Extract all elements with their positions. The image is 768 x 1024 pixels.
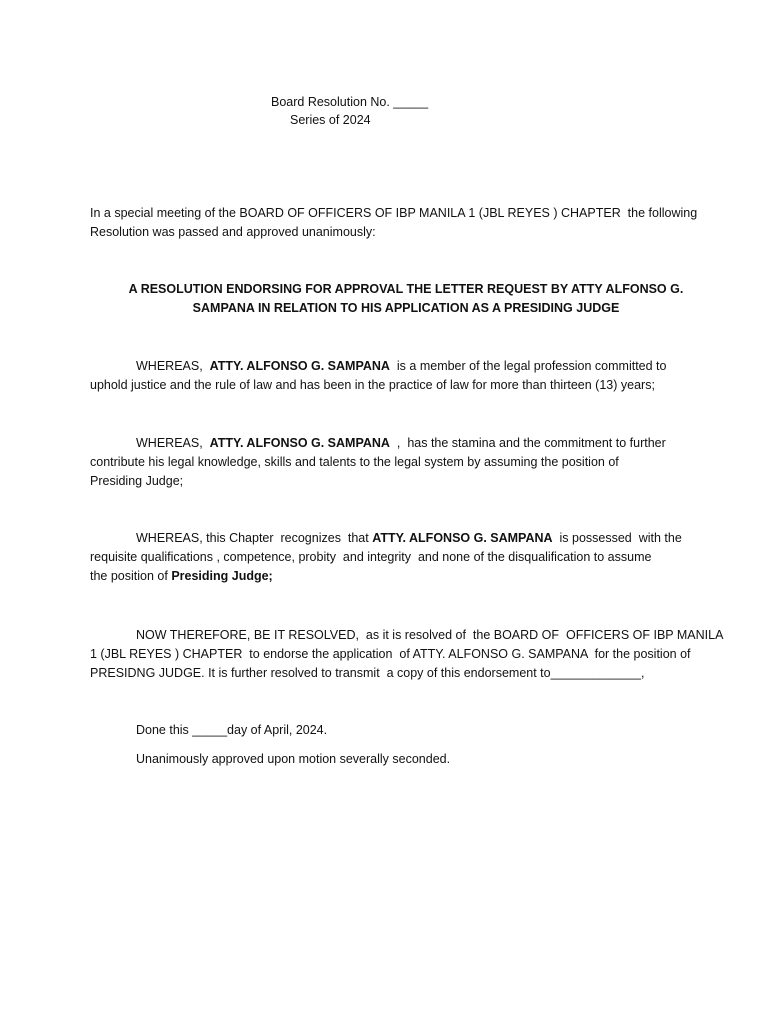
resolved-line-3: PRESIDNG JUDGE. It is further resolved to transmit a copy of this endorsement to_____________, bbox=[90, 666, 645, 680]
whereas-1-line-1 bbox=[136, 357, 666, 376]
whereas-2-name: ATTY. ALFONSO G. SAMPANA bbox=[209, 436, 390, 450]
resolution-series: Series of 2024 bbox=[290, 113, 371, 127]
whereas-2-line-2: contribute his legal knowledge, skills and talents to the legal system by assuming the position of bbox=[90, 455, 619, 469]
whereas-3-rest: is possessed with the bbox=[552, 531, 682, 545]
whereas-1-line-2: uphold justice and the rule of law and has been in the practice of law for more than thirteen (13) years; bbox=[90, 378, 655, 392]
whereas-2-prefix: WHEREAS, bbox=[136, 436, 210, 450]
resolution-title-line-1: A RESOLUTION ENDORSING FOR APPROVAL THE LETTER REQUEST BY ATTY ALFONSO G. bbox=[128, 282, 684, 296]
whereas-1-prefix: WHEREAS, bbox=[136, 359, 210, 373]
resolved-line-2: 1 (JBL REYES ) CHAPTER to endorse the application of ATTY. ALFONSO G. SAMPANA for the position of bbox=[90, 647, 691, 661]
resolution-title-line-2: SAMPANA IN RELATION TO HIS APPLICATION AS A PRESIDING JUDGE bbox=[192, 301, 620, 315]
resolution-number: Board Resolution No. _____ bbox=[271, 95, 429, 109]
whereas-2-line-1 bbox=[136, 434, 666, 453]
done-this-date: Done this _____day of April, 2024. bbox=[136, 723, 328, 737]
whereas-2-rest: , has the stamina and the commitment to further bbox=[389, 436, 666, 450]
whereas-2-line-3: Presiding Judge; bbox=[90, 474, 184, 488]
whereas-3-name: ATTY. ALFONSO G. SAMPANA bbox=[372, 531, 553, 545]
intro-line-1: In a special meeting of the BOARD OF OFFICERS OF IBP MANILA 1 (JBL REYES ) CHAPTER the following bbox=[90, 206, 698, 220]
whereas-3-line-2: requisite qualifications , competence, probity and integrity and none of the disqualification to assume bbox=[90, 550, 652, 564]
whereas-1-rest: is a member of the legal profession committed to bbox=[389, 359, 667, 373]
whereas-3-line-3-prefix: the position of bbox=[90, 569, 172, 583]
whereas-3-position: Presiding Judge; bbox=[171, 569, 273, 583]
whereas-1-name: ATTY. ALFONSO G. SAMPANA bbox=[209, 359, 390, 373]
whereas-3-line-1 bbox=[136, 529, 682, 548]
approval-statement: Unanimously approved upon motion severally seconded. bbox=[136, 752, 451, 766]
whereas-3-prefix: WHEREAS, this Chapter recognizes that bbox=[136, 531, 373, 545]
intro-line-2: Resolution was passed and approved unanimously: bbox=[90, 225, 376, 239]
whereas-3-line-3 bbox=[90, 567, 273, 586]
resolved-line-1: NOW THEREFORE, BE IT RESOLVED, as it is resolved of the BOARD OF OFFICERS OF IBP MANILA bbox=[136, 628, 724, 642]
